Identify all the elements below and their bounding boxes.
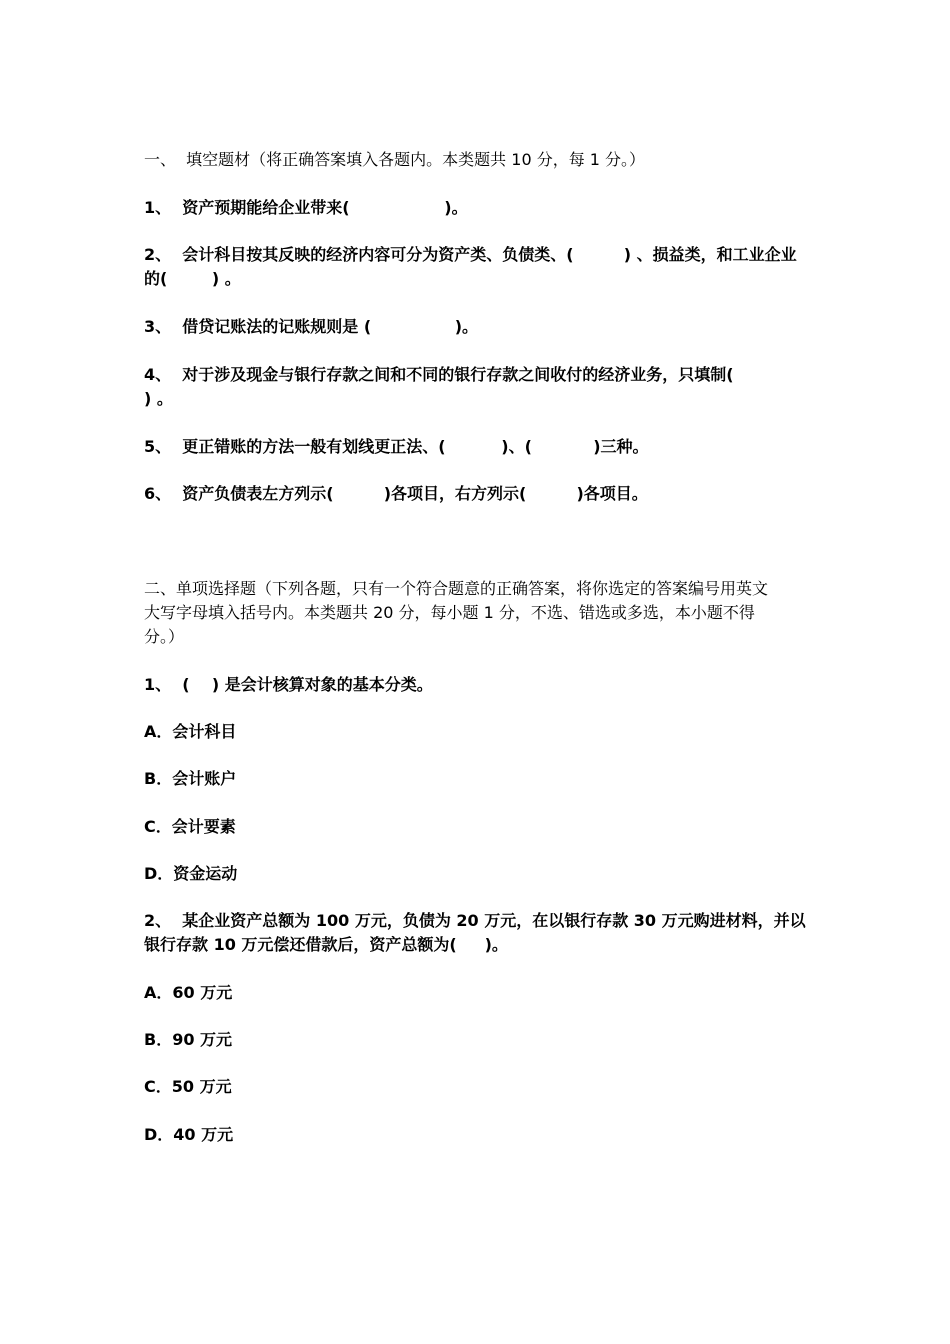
fill-question-2-line-2: 的( ) 。	[144, 269, 241, 288]
fill-question-5: 5、 更正错账的方法一般有划线更正法、( )、( )三种。	[144, 437, 649, 456]
choice-question-2-option-a: A．60 万元	[144, 983, 233, 1002]
choice-question-1-option-d: D．资金运动	[144, 864, 238, 883]
choice-question-2-option-b: B．90 万元	[144, 1030, 233, 1049]
section2-heading-line-1: 二、单项选择题（下列各题，只有一个符合题意的正确答案，将你选定的答案编号用英文	[144, 579, 769, 598]
fill-question-3: 3、 借贷记账法的记账规则是 ( )。	[144, 317, 479, 336]
choice-question-2-line-1: 2、 某企业资产总额为 100 万元，负债为 20 万元，在以银行存款 30 万元购进材料，并以	[144, 911, 806, 930]
choice-question-2-option-d: D．40 万元	[144, 1125, 234, 1144]
fill-question-6: 6、 资产负债表左方列示( )各项目，右方列示( )各项目。	[144, 484, 648, 503]
choice-question-1-option-c: C．会计要素	[144, 817, 236, 836]
choice-question-2-line-2: 银行存款 10 万元偿还借款后，资产总额为( )。	[144, 935, 508, 954]
fill-question-2-line-1: 2、 会计科目按其反映的经济内容可分为资产类、负债类、( ) 、损益类，和工业企业	[144, 245, 797, 264]
fill-question-4-line-1: 4、 对于涉及现金与银行存款之间和不同的银行存款之间收付的经济业务，只填制(	[144, 365, 734, 384]
choice-question-2-option-c: C．50 万元	[144, 1077, 232, 1096]
fill-question-1: 1、 资产预期能给企业带来( )。	[144, 198, 468, 217]
choice-question-1-option-b: B．会计账户	[144, 769, 237, 788]
section1-heading: 一、 填空题材（将正确答案填入各题内。本类题共 10 分，每 1 分。）	[144, 150, 646, 169]
choice-question-1: 1、 ( ) 是会计核算对象的基本分类。	[144, 675, 433, 694]
section2-heading-line-3: 分。）	[144, 627, 185, 646]
section2-heading-line-2: 大写字母填入括号内。本类题共 20 分，每小题 1 分，不选、错选或多选，本小题不得	[144, 603, 755, 622]
choice-question-1-option-a: A．会计科目	[144, 722, 237, 741]
fill-question-4-line-2: ) 。	[144, 389, 173, 408]
